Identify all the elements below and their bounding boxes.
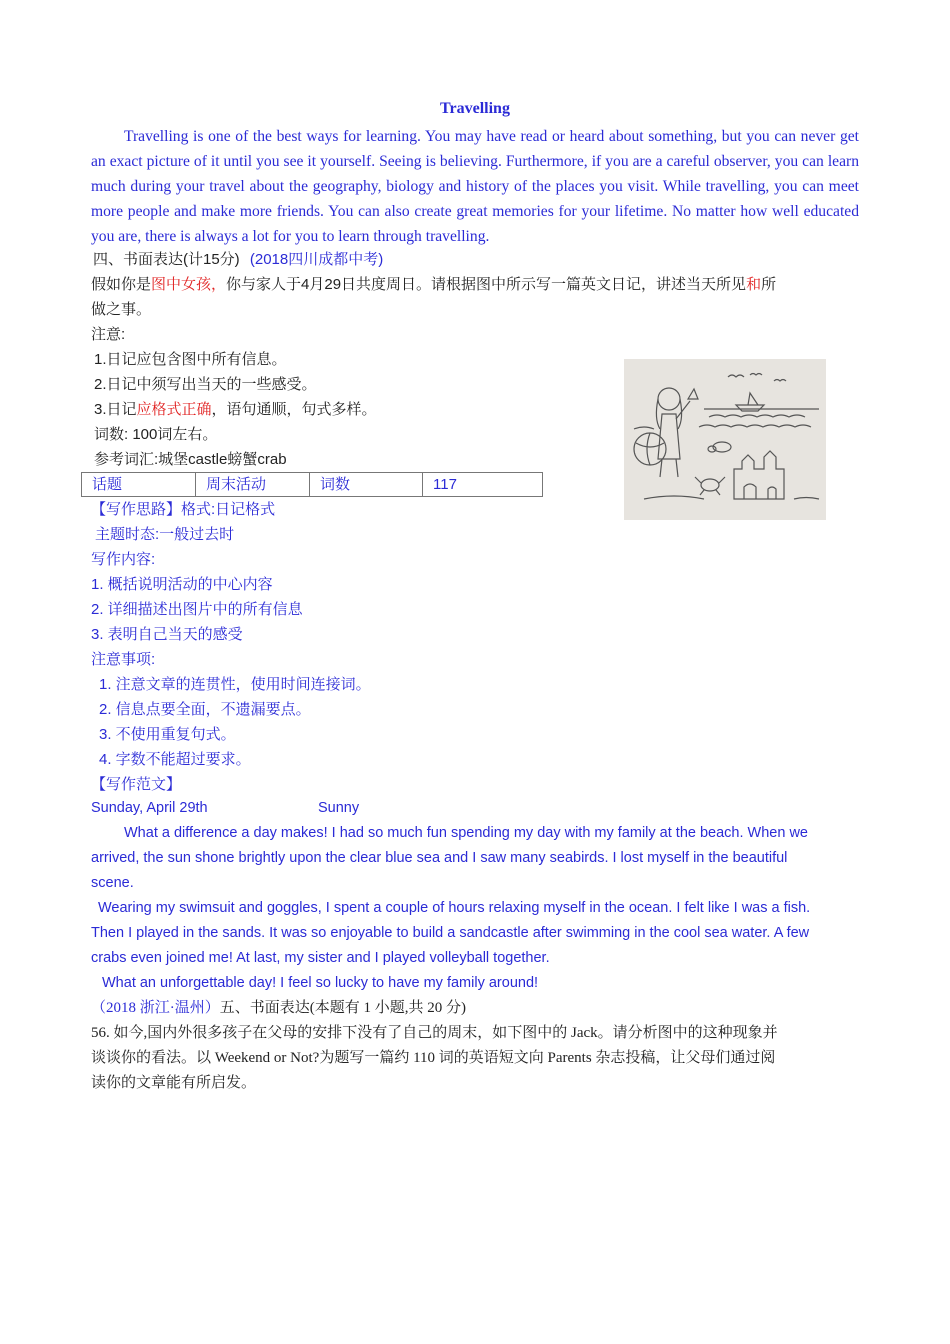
prompt-text: 假如你是 xyxy=(91,276,152,293)
next-task-line2: 谈谈你的看法。以 Weekend or Not?为题写一篇约 110 词的英语短文向 Parents 杂志投稿，让父母们通过阅 xyxy=(91,1050,776,1066)
notes-label: 注意: xyxy=(91,326,126,343)
prompt-and: 和 xyxy=(746,276,762,293)
prompt-text-end: 所 xyxy=(761,276,777,293)
sample-p2-line3: crabs even joined me! At last, my sister and I played volleyball together. xyxy=(91,950,550,966)
guide-caution-3: 3. 不使用重复句式。 xyxy=(99,726,236,743)
sample-heading: 【写作范文】 xyxy=(91,776,182,793)
guide-caution-2: 2. 信息点要全面，不遗漏要点。 xyxy=(99,701,311,718)
guide-content-2: 2. 详细描述出图片中的所有信息 xyxy=(91,601,303,618)
guide-content-label: 写作内容: xyxy=(91,551,156,568)
reading-title: Travelling xyxy=(440,100,510,117)
seabird-icon xyxy=(750,374,762,376)
table-cell-count-value: 117 xyxy=(433,476,457,493)
sample-p1-line2: arrived, the sun shone brightly upon the clear blue sea and I saw many seabirds. I lost myself in the beautiful xyxy=(91,850,788,866)
task-prompt-line2: 做之事。 xyxy=(91,301,152,318)
boat-icon xyxy=(736,405,764,411)
table-cell-topic-value: 周末活动 xyxy=(196,473,310,496)
sample-weather: Sunny xyxy=(318,800,360,816)
vocab-note: 参考词汇:城堡castle螃蟹crab xyxy=(94,451,287,468)
crab-icon xyxy=(701,479,719,491)
note-3-highlight: 应格式正确 xyxy=(136,401,212,418)
next-task-source: （2018 浙江·温州） xyxy=(91,1000,220,1016)
guide-content-3: 3. 表明自己当天的感受 xyxy=(91,626,243,643)
note-1: 1.日记应包含图中所有信息。 xyxy=(94,351,287,368)
section-heading: 四、书面表达(计15分) xyxy=(93,251,240,268)
prompt-highlight: 图中女孩， xyxy=(151,276,227,293)
info-table xyxy=(81,472,543,497)
sample-date: Sunday, April 29th xyxy=(91,800,208,816)
next-task-line3: 读你的文章能有所启发。 xyxy=(91,1075,257,1091)
sample-date-line xyxy=(91,796,861,821)
note-3-text-end: ，语句通顺，句式多样。 xyxy=(211,401,377,418)
task-source: (2018四川成都中考) xyxy=(249,251,384,268)
drink-glass-icon xyxy=(688,389,698,399)
seabird-icon xyxy=(774,380,786,382)
beach-sketch-drawing xyxy=(624,359,826,520)
guide-content-1: 1. 概括说明活动的中心内容 xyxy=(91,576,273,593)
word-count-note: 词数: 100词左右。 xyxy=(94,426,218,443)
next-task-heading: 五、书面表达(本题有 1 小题,共 20 分) xyxy=(219,1000,466,1016)
sample-p1-line3: scene. xyxy=(91,875,134,891)
table-cell-topic-label: 话题 xyxy=(82,473,196,496)
task-prompt-line1 xyxy=(91,272,861,297)
task-heading-line xyxy=(93,247,863,272)
guide-heading: 【写作思路】格式:日记格式 xyxy=(91,501,276,518)
beach-sketch-image xyxy=(624,359,826,520)
next-task-heading-line xyxy=(91,996,861,1021)
girl-head xyxy=(658,388,680,410)
guide-caution-1: 1. 注意文章的连贯性，使用时间连接词。 xyxy=(99,676,371,693)
sample-p2-line1: Wearing my swimsuit and goggles, I spent a couple of hours relaxing myself in the ocean. I felt like I was a fish. xyxy=(98,900,811,916)
next-task-line1: 56. 如今,国内外很多孩子在父母的安排下没有了自己的周末，如下图中的 Jack。请分析图中的这种现象并 xyxy=(91,1025,778,1041)
table-cell-count-label: 词数 xyxy=(310,473,423,496)
reading-paragraph: Travelling is one of the best ways for learning. You may have read or heard about something, but you can never get an exact picture of it until you see it yourself. Seeing is believing. Furthermore, if you are a careful observer, you can learn much during your travel about the geography, biology and history of the places you visit. While travelling, you can meet more people and make more friends. You can also create great memories for your lifetime. No matter how well educated you are, there is always a lot for you to learn through travelling. xyxy=(91,128,859,245)
sample-p3: What an unforgettable day! I feel so lucky to have my family around! xyxy=(102,975,539,991)
sample-p1-line1: What a difference a day makes! I had so much fun spending my day with my family at the beach. When we xyxy=(124,825,808,841)
seabird-icon xyxy=(728,375,744,377)
guide-tense: 主题时态:一般过去时 xyxy=(95,526,235,543)
beach-ball-icon xyxy=(634,433,666,465)
sample-p2-line2: Then I played in the sands. It was so enjoyable to build a sandcastle after swimming in the cool sea water. A few xyxy=(91,925,810,941)
guide-caution-4: 4. 字数不能超过要求。 xyxy=(99,751,251,768)
prompt-text-cont: 你与家人于4月29日共度周日。请根据图中所示写一篇英文日记，讲述当天所见 xyxy=(226,276,747,293)
guide-caution-label: 注意事项: xyxy=(91,651,156,668)
note-2: 2.日记中须写出当天的一些感受。 xyxy=(94,376,317,393)
note-3-text: 3.日记 xyxy=(94,401,137,418)
